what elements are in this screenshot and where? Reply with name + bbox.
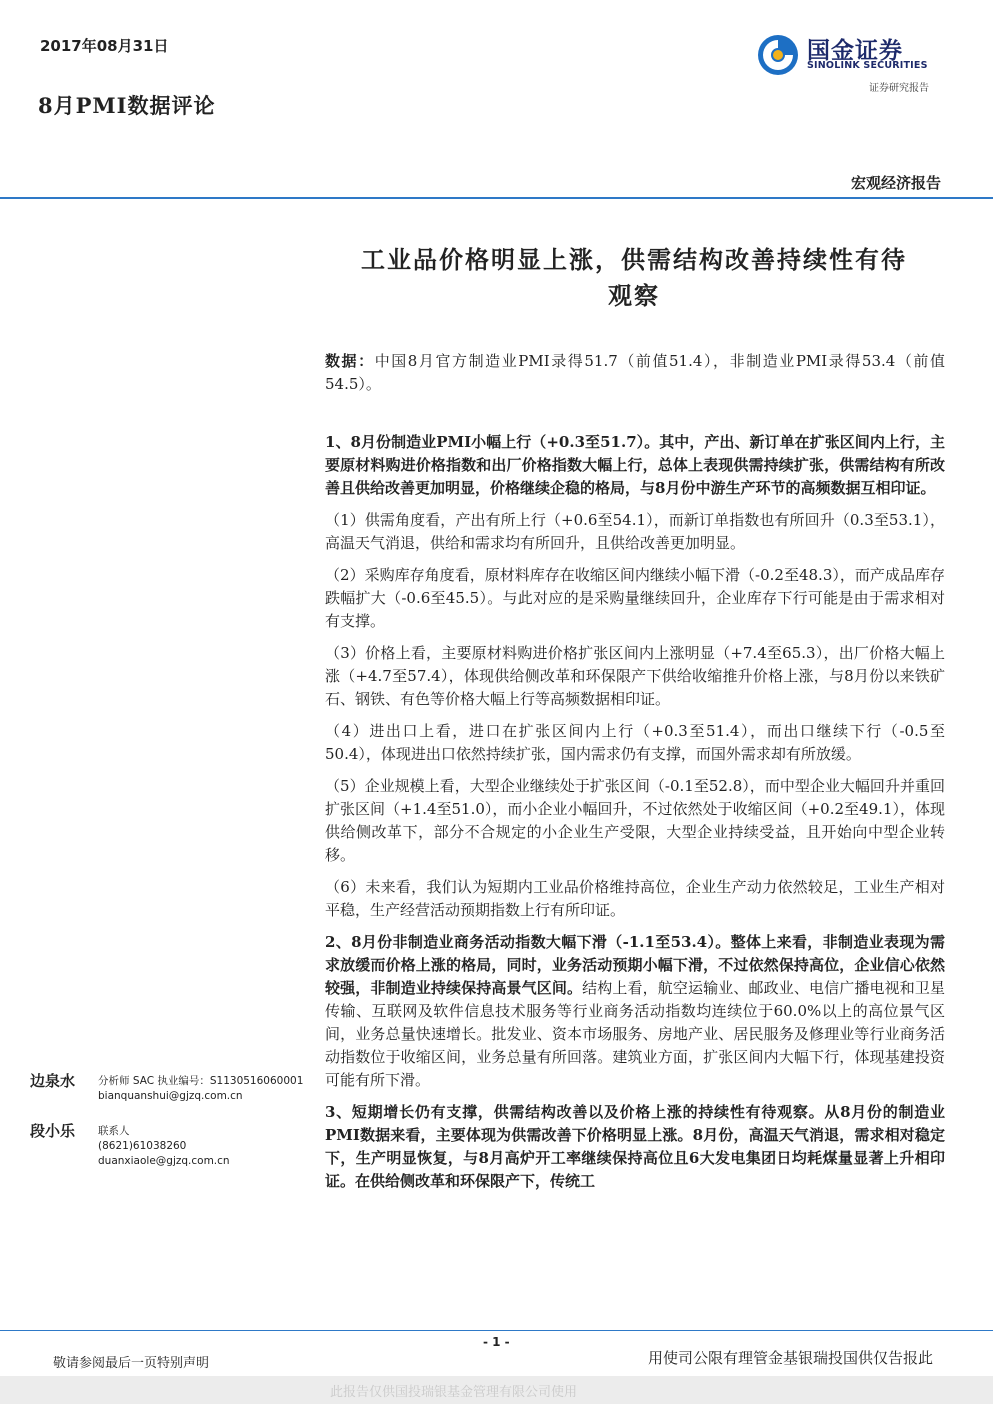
- company-logo: [757, 32, 947, 96]
- section-3-summary: 3、短期增长仍有支撑，供需结构改善以及价格上涨的持续性有待观察。从8月份的制造业PMI数据来看，主要体现为供需改善下价格明显上涨。8月份，高温天气消退，需求相对稳定下，生产明显恢复，与8月高炉开工率继续保持高位且6大发电集团日均耗煤量显著上升相印证。在供给侧改革和环保限产下，传统工: [325, 1103, 945, 1190]
- report-date: 2017年08月31日: [40, 37, 169, 55]
- watermark-text: 此报告仅供国投瑞银基金管理有限公司使用: [330, 1385, 578, 1400]
- disclaimer-note: 敬请参阅最后一页特别声明: [53, 1356, 210, 1371]
- analyst-phone: (8621)61038260: [98, 1140, 187, 1152]
- analyst-name: 段小乐: [30, 1122, 76, 1140]
- analyst-name: 边泉水: [30, 1072, 76, 1090]
- data-text: 中国8月官方制造业PMI录得51.7（前值51.4），非制造业PMI录得53.4（前值54.5）。: [325, 352, 945, 393]
- analyst-title: 分析师 SAC 执业编号：S1130516060001: [98, 1075, 304, 1087]
- report-type: 宏观经济报告: [850, 174, 941, 192]
- logo-subtitle: 证券研究报告: [869, 83, 929, 94]
- analyst-title: 联系人: [98, 1125, 130, 1137]
- section-1-point-1: （1）供需角度看，产出有所上行（+0.6至54.1），而新订单指数也有所回升（0.3至53.1），高温天气消退，供给和需求均有所回升，且供给改善更加明显。: [325, 511, 945, 552]
- page-number: - 1 -: [483, 1335, 510, 1349]
- data-label: 数据：: [325, 352, 375, 370]
- footer-usage-note: 用使司公限有理管金基银瑞投国供仅告报此: [647, 1349, 933, 1367]
- analyst-email[interactable]: bianquanshui@gjzq.com.cn: [98, 1090, 243, 1102]
- logo-english-name: SINOLINK SECURITIES: [807, 60, 928, 71]
- headline: [318, 242, 950, 314]
- headline-line-2: 观察: [608, 281, 660, 310]
- headline-line-1: 工业品价格明显上涨，供需结构改善持续性有待: [361, 245, 907, 274]
- section-1-point-5: （5）企业规模上看，大型企业继续处于扩张区间（-0.1至52.8），而中型企业大幅回升并重回扩张区间（+1.4至51.0），而小企业小幅回升，不过依然处于收缩区间（+0.2至49.1），体现供给侧改革下，部分不合规定的小企业生产受限，大型企业持续受益，且开始向中型企业转移。: [325, 777, 945, 864]
- analyst-email[interactable]: duanxiaole@gjzq.com.cn: [98, 1155, 230, 1167]
- section-2-detail: 结构上看，航空运输业、邮政业、电信广播电视和卫星传输、互联网及软件信息技术服务等行业商务活动指数均连续位于60.0%以上的高位景气区间，业务总量快速增长。批发业、资本市场服务、房地产业、居民服务及修理业等行业商务活动指数位于收缩区间，业务总量有所回落。建筑业方面，扩张区间内大幅下行，体现基建投资可能有所下滑。: [325, 979, 945, 1089]
- data-paragraph: [325, 350, 945, 396]
- section-2: [325, 931, 945, 1092]
- section-1-point-3: （3）价格上看，主要原材料购进价格扩张区间内上涨明显（+7.4至65.3），出厂价格大幅上涨（+4.7至57.4），体现供给侧改革和环保限产下供给收缩推升价格上涨，与8月份以来铁矿石、钢铁、有色等价格大幅上行等高频数据相印证。: [325, 644, 945, 708]
- section-1-point-2: （2）采购库存角度看，原材料库存在收缩区间内继续小幅下滑（-0.2至48.3），而产成品库存跌幅扩大（-0.6至45.5）。与此对应的是采购量继续回升，企业库存下行可能是由于需求相对有支撑。: [325, 566, 945, 630]
- logo-chinese-name: 国金证券: [807, 38, 903, 64]
- document-title: 8月PMI数据评论: [38, 93, 216, 118]
- report-body: [325, 350, 945, 1202]
- section-1-summary: 1、8月份制造业PMI小幅上行（+0.3至51.7）。其中，产出、新订单在扩张区间内上行，主要原材料购进价格指数和出厂价格指数大幅上行，总体上表现供需持续扩张，供需结构有所改善且供给改善更加明显，价格继续企稳的格局，与8月份中游生产环节的高频数据互相印证。: [325, 433, 945, 497]
- section-2-summary: 2、8月份非制造业商务活动指数大幅下滑（-1.1至53.4）。整体上来看，非制造业表现为需求放缓而价格上涨的格局，同时，业务活动预期小幅下滑，不过依然保持高位，企业信心依然较强，非制造业持续保持高景气区间。: [325, 933, 945, 997]
- header-divider: [0, 197, 993, 199]
- analyst-info: [98, 1124, 230, 1169]
- section-1-point-4: （4）进出口上看，进口在扩张区间内上行（+0.3至51.4），而出口继续下行（-0.5至50.4），体现进出口依然持续扩张，国内需求仍有支撑，而国外需求却有所放缓。: [325, 722, 945, 763]
- section-1-point-6: （6）未来看，我们认为短期内工业品价格维持高位，企业生产动力依然较足，工业生产相对平稳，生产经营活动预期指数上行有所印证。: [325, 878, 945, 919]
- footer-divider: [0, 1330, 993, 1331]
- logo-mark-icon: [757, 34, 799, 76]
- analyst-info: [98, 1074, 303, 1104]
